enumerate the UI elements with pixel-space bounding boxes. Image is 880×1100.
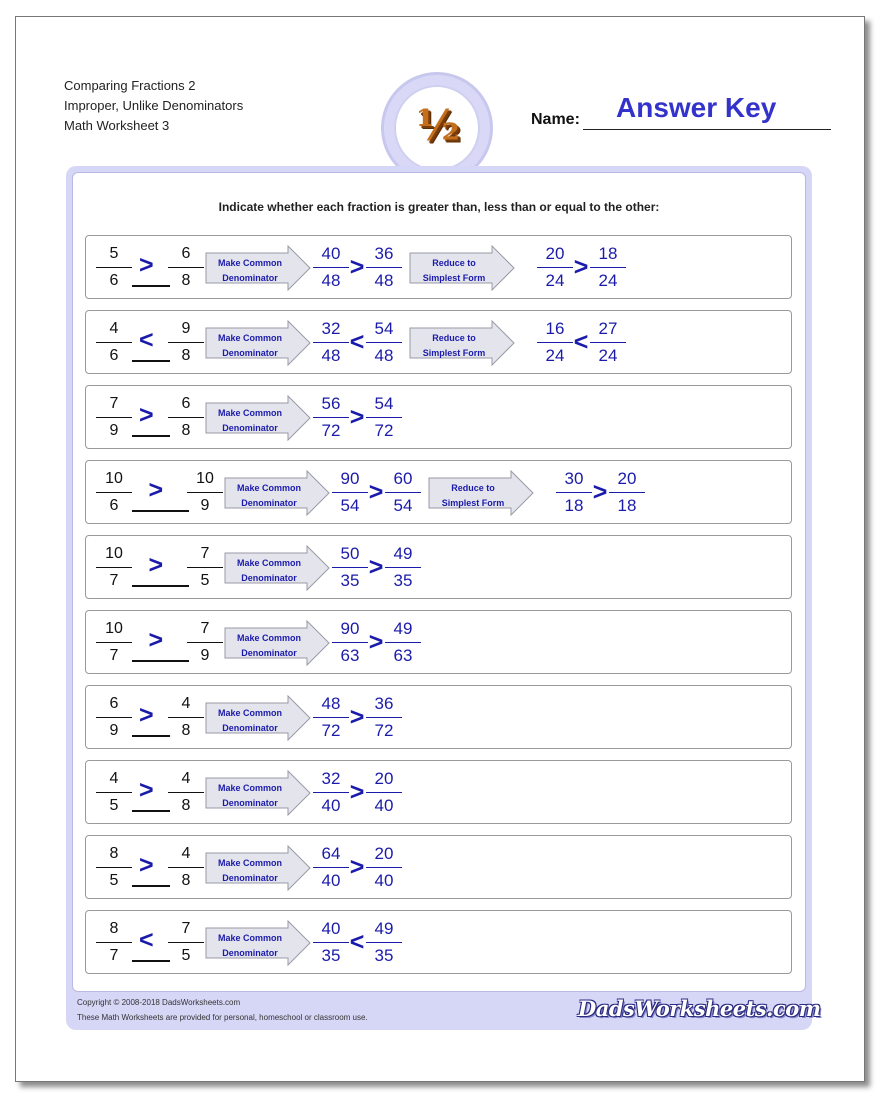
arrow-label-line: Denominator: [222, 423, 278, 433]
usage-note: These Math Worksheets are provided for personal, homeschool or classroom use.: [77, 1013, 368, 1022]
reduce-simplest-form-arrow: [408, 245, 516, 291]
common-fraction-left-numerator: 90: [332, 468, 368, 493]
make-common-denominator-arrow: [204, 695, 312, 741]
name-label: Name:: [531, 111, 580, 128]
fraction-left-denominator: 6: [109, 347, 119, 364]
reduced-fraction-left: [537, 243, 573, 292]
fraction-right-numerator: 9: [168, 318, 204, 343]
arrow-label-line: Make Common: [217, 408, 282, 418]
common-fraction-right-denominator: 54: [393, 496, 413, 515]
common-comparison: >: [349, 403, 365, 431]
common-comparison: >: [349, 853, 365, 881]
fraction-left: [96, 543, 132, 592]
common-fraction-right-numerator: 20: [366, 768, 402, 793]
fraction-right: [187, 618, 223, 667]
reduced-fraction-right-numerator: 27: [590, 318, 626, 343]
arrow-label-line: Make Common: [236, 483, 301, 493]
fraction-right-denominator: 8: [181, 722, 191, 739]
common-fraction-left: [313, 768, 349, 817]
common-fraction-left-denominator: 54: [340, 496, 360, 515]
arrow-label-line: Make Common: [217, 708, 282, 718]
arrow-label-line: Make Common: [236, 558, 301, 568]
fraction-right-denominator: 8: [181, 347, 191, 364]
fraction-left: [96, 768, 132, 817]
reduced-comparison: <: [573, 328, 589, 356]
fraction-left-numerator: 10: [96, 618, 132, 643]
make-common-denominator-arrow-label: [204, 706, 296, 736]
common-fraction-right: [385, 468, 421, 517]
common-fraction-right-denominator: 35: [374, 946, 394, 965]
fraction-right: [168, 318, 204, 367]
fraction-left-denominator: 6: [109, 497, 119, 514]
comparison-answer: >: [139, 401, 154, 429]
logo-text: ½: [416, 101, 458, 150]
fraction-left-numerator: 5: [96, 243, 132, 268]
reduced-fraction-left: [537, 318, 573, 367]
fraction-right-numerator: 7: [168, 918, 204, 943]
arrow-label-line: Denominator: [222, 348, 278, 358]
common-fraction-right-denominator: 48: [374, 346, 394, 365]
make-common-denominator-arrow-label: [204, 406, 296, 436]
make-common-denominator-arrow: [204, 770, 312, 816]
common-fraction-right-denominator: 72: [374, 721, 394, 740]
arrow-label-line: Make Common: [236, 633, 301, 643]
arrow-label-line: Simplest Form: [422, 273, 486, 283]
fraction-left: [96, 318, 132, 367]
common-fraction-right-numerator: 36: [366, 243, 402, 268]
answer-blank: [132, 660, 189, 662]
arrow-label-line: Make Common: [217, 933, 282, 943]
fraction-left: [96, 243, 132, 292]
fraction-left-numerator: 4: [96, 318, 132, 343]
make-common-denominator-arrow: [223, 470, 331, 516]
fraction-right-denominator: 9: [200, 497, 210, 514]
fraction-left-denominator: 7: [109, 947, 119, 964]
common-fraction-left-numerator: 64: [313, 843, 349, 868]
answer-blank: [132, 960, 170, 962]
fraction-right: [168, 693, 204, 742]
common-fraction-left-numerator: 32: [313, 768, 349, 793]
reduce-simplest-form-arrow-label: [408, 331, 500, 361]
fraction-left-numerator: 4: [96, 768, 132, 793]
common-fraction-right-denominator: 48: [374, 271, 394, 290]
fraction-left: [96, 393, 132, 442]
answer-blank: [132, 735, 170, 737]
fraction-right-numerator: 7: [187, 618, 223, 643]
arrow-label-line: Reduce to: [451, 483, 495, 493]
answer-blank: [132, 510, 189, 512]
reduced-fraction-right-numerator: 20: [609, 468, 645, 493]
common-fraction-left-denominator: 35: [340, 571, 360, 590]
common-fraction-left: [313, 243, 349, 292]
common-fraction-right-denominator: 40: [374, 871, 394, 890]
problem-row: [85, 685, 792, 749]
common-fraction-left: [313, 393, 349, 442]
fraction-left-denominator: 9: [109, 722, 119, 739]
comparison-answer: >: [139, 851, 154, 879]
make-common-denominator-arrow: [223, 545, 331, 591]
comparison-answer: >: [139, 776, 154, 804]
arrow-label-line: Denominator: [241, 498, 297, 508]
problem-row: [85, 235, 792, 299]
common-fraction-right: [366, 768, 402, 817]
fraction-right-denominator: 8: [181, 872, 191, 889]
arrow-label-line: Reduce to: [432, 333, 476, 343]
common-fraction-right: [366, 243, 402, 292]
common-fraction-left-numerator: 40: [313, 243, 349, 268]
problem-row: [85, 460, 792, 524]
arrow-label-line: Denominator: [222, 273, 278, 283]
fraction-right-numerator: 4: [168, 693, 204, 718]
worksheet-title: Comparing Fractions 2: [64, 78, 196, 93]
arrow-label-line: Denominator: [222, 798, 278, 808]
common-fraction-right: [366, 693, 402, 742]
fraction-left-numerator: 8: [96, 918, 132, 943]
reduced-comparison: >: [573, 253, 589, 281]
comparison-answer: >: [139, 701, 154, 729]
reduced-fraction-right-denominator: 24: [598, 346, 618, 365]
common-fraction-right: [366, 843, 402, 892]
reduce-simplest-form-arrow: [427, 470, 535, 516]
worksheet-page: [15, 16, 865, 1082]
common-fraction-left-numerator: 40: [313, 918, 349, 943]
make-common-denominator-arrow: [204, 845, 312, 891]
reduced-fraction-left-denominator: 24: [545, 271, 565, 290]
fraction-left-numerator: 6: [96, 693, 132, 718]
common-fraction-left-denominator: 48: [321, 271, 341, 290]
make-common-denominator-arrow-label: [223, 556, 315, 586]
common-fraction-right-numerator: 60: [385, 468, 421, 493]
fraction-left-denominator: 7: [109, 647, 119, 664]
reduced-comparison: >: [592, 478, 608, 506]
common-fraction-left-denominator: 72: [321, 721, 341, 740]
arrow-label-line: Denominator: [241, 573, 297, 583]
comparison-answer: >: [148, 626, 164, 654]
common-fraction-right-numerator: 49: [385, 543, 421, 568]
fraction-right-denominator: 8: [181, 422, 191, 439]
reduced-fraction-left-denominator: 18: [564, 496, 584, 515]
fraction-right-denominator: 8: [181, 797, 191, 814]
make-common-denominator-arrow: [204, 395, 312, 441]
comparison-answer: >: [148, 476, 164, 504]
instructions: Indicate whether each fraction is greater than, less than or equal to the other:: [218, 200, 660, 214]
make-common-denominator-arrow: [204, 920, 312, 966]
fraction-right: [187, 543, 223, 592]
common-fraction-right-denominator: 72: [374, 421, 394, 440]
common-fraction-left-numerator: 50: [332, 543, 368, 568]
problem-row: [85, 760, 792, 824]
fraction-right: [168, 768, 204, 817]
arrow-label-line: Make Common: [217, 783, 282, 793]
reduced-fraction-right: [590, 243, 626, 292]
brand-logo: DadsWorksheets.com: [578, 996, 821, 1021]
problem-row: [85, 310, 792, 374]
fraction-right-numerator: 10: [187, 468, 223, 493]
arrow-label-line: Make Common: [217, 258, 282, 268]
arrow-label-line: Simplest Form: [441, 498, 505, 508]
problem-panel: [66, 166, 821, 1030]
reduced-fraction-right: [609, 468, 645, 517]
common-fraction-left: [332, 618, 368, 667]
common-fraction-left-denominator: 63: [340, 646, 360, 665]
fraction-left-denominator: 5: [109, 872, 119, 889]
reduce-simplest-form-arrow-label: [408, 256, 500, 286]
common-fraction-left: [313, 693, 349, 742]
fraction-left-denominator: 6: [109, 272, 119, 289]
answer-blank: [132, 435, 170, 437]
make-common-denominator-arrow-label: [204, 256, 296, 286]
common-fraction-left-denominator: 48: [321, 346, 341, 365]
common-fraction-right-numerator: 54: [366, 393, 402, 418]
fraction-right-numerator: 4: [168, 843, 204, 868]
arrow-label-line: Denominator: [222, 873, 278, 883]
make-common-denominator-arrow: [223, 620, 331, 666]
answer-blank: [132, 285, 170, 287]
common-fraction-right: [366, 393, 402, 442]
fraction-left: [96, 843, 132, 892]
common-fraction-right-numerator: 54: [366, 318, 402, 343]
make-common-denominator-arrow-label: [223, 631, 315, 661]
common-fraction-left-denominator: 40: [321, 871, 341, 890]
fraction-right: [168, 918, 204, 967]
fraction-right: [187, 468, 223, 517]
common-fraction-left-numerator: 56: [313, 393, 349, 418]
problem-row: [85, 910, 792, 974]
common-fraction-right-numerator: 20: [366, 843, 402, 868]
common-comparison: >: [368, 553, 384, 581]
make-common-denominator-arrow: [204, 245, 312, 291]
reduced-fraction-left-numerator: 16: [537, 318, 573, 343]
reduce-simplest-form-arrow-label: [427, 481, 519, 511]
arrow-label-line: Make Common: [217, 858, 282, 868]
common-fraction-right: [366, 918, 402, 967]
answer-blank: [132, 810, 170, 812]
common-fraction-left-numerator: 32: [313, 318, 349, 343]
reduce-simplest-form-arrow: [408, 320, 516, 366]
arrow-label-line: Reduce to: [432, 258, 476, 268]
common-comparison: <: [349, 328, 365, 356]
worksheet-number: Math Worksheet 3: [64, 118, 170, 133]
answer-blank: [132, 585, 189, 587]
fraction-left-numerator: 7: [96, 393, 132, 418]
common-fraction-right: [385, 618, 421, 667]
fraction-left-numerator: 8: [96, 843, 132, 868]
answer-blank: [132, 885, 170, 887]
arrow-label-line: Denominator: [222, 948, 278, 958]
common-fraction-left: [332, 468, 368, 517]
answer-key-label: Answer Key: [616, 92, 777, 123]
problem-row: [85, 385, 792, 449]
fraction-left: [96, 468, 132, 517]
common-fraction-right-numerator: 49: [366, 918, 402, 943]
fraction-right-numerator: 6: [168, 243, 204, 268]
common-fraction-right: [385, 543, 421, 592]
fraction-left-numerator: 10: [96, 468, 132, 493]
answer-blank: [132, 360, 170, 362]
fraction-left: [96, 918, 132, 967]
arrow-label-line: Denominator: [241, 648, 297, 658]
fraction-left: [96, 618, 132, 667]
common-fraction-right-denominator: 40: [374, 796, 394, 815]
reduced-fraction-left-numerator: 30: [556, 468, 592, 493]
common-fraction-left-numerator: 48: [313, 693, 349, 718]
common-fraction-right-numerator: 49: [385, 618, 421, 643]
name-line: [583, 129, 831, 130]
arrow-label-line: Denominator: [222, 723, 278, 733]
make-common-denominator-arrow-label: [204, 781, 296, 811]
make-common-denominator-arrow: [204, 320, 312, 366]
common-fraction-left-numerator: 90: [332, 618, 368, 643]
fraction-left-numerator: 10: [96, 543, 132, 568]
fraction-right-numerator: 6: [168, 393, 204, 418]
fraction-right: [168, 393, 204, 442]
common-comparison: >: [349, 778, 365, 806]
common-fraction-left-denominator: 72: [321, 421, 341, 440]
problem-panel-inner: [72, 172, 806, 992]
reduced-fraction-left-denominator: 24: [545, 346, 565, 365]
fraction-right-denominator: 9: [200, 647, 210, 664]
comparison-answer: <: [139, 326, 154, 354]
make-common-denominator-arrow-label: [204, 931, 296, 961]
reduced-fraction-right-numerator: 18: [590, 243, 626, 268]
reduced-fraction-left-numerator: 20: [537, 243, 573, 268]
copyright-text: Copyright © 2008-2018 DadsWorksheets.com: [77, 998, 241, 1007]
common-comparison: >: [368, 478, 384, 506]
common-comparison: <: [349, 928, 365, 956]
arrow-label-line: Make Common: [217, 333, 282, 343]
fraction-left-denominator: 7: [109, 572, 119, 589]
make-common-denominator-arrow-label: [204, 856, 296, 886]
fraction-right-denominator: 5: [200, 572, 210, 589]
reduced-fraction-right-denominator: 24: [598, 271, 618, 290]
fraction-right: [168, 243, 204, 292]
common-fraction-right-denominator: 63: [393, 646, 413, 665]
common-fraction-left: [313, 318, 349, 367]
fraction-left-denominator: 9: [109, 422, 119, 439]
comparison-answer: <: [139, 926, 154, 954]
fraction-right-numerator: 7: [187, 543, 223, 568]
fraction-right: [168, 843, 204, 892]
common-fraction-left-denominator: 40: [321, 796, 341, 815]
problem-row: [85, 610, 792, 674]
common-comparison: >: [349, 253, 365, 281]
make-common-denominator-arrow-label: [223, 481, 315, 511]
reduced-fraction-right-denominator: 18: [617, 496, 637, 515]
fraction-right-denominator: 5: [181, 947, 191, 964]
comparison-answer: >: [139, 251, 154, 279]
common-fraction-right: [366, 318, 402, 367]
make-common-denominator-arrow-label: [204, 331, 296, 361]
problem-row: [85, 535, 792, 599]
common-fraction-left: [313, 843, 349, 892]
reduced-fraction-right: [590, 318, 626, 367]
common-comparison: >: [368, 628, 384, 656]
common-fraction-left: [332, 543, 368, 592]
common-fraction-right-denominator: 35: [393, 571, 413, 590]
fraction-right-numerator: 4: [168, 768, 204, 793]
fraction-left-denominator: 5: [109, 797, 119, 814]
fraction-left: [96, 693, 132, 742]
comparison-answer: >: [148, 551, 164, 579]
reduced-fraction-left: [556, 468, 592, 517]
worksheet-subtitle: Improper, Unlike Denominators: [64, 98, 244, 113]
common-comparison: >: [349, 703, 365, 731]
common-fraction-left: [313, 918, 349, 967]
common-fraction-left-denominator: 35: [321, 946, 341, 965]
common-fraction-right-numerator: 36: [366, 693, 402, 718]
fraction-right-denominator: 8: [181, 272, 191, 289]
arrow-label-line: Simplest Form: [422, 348, 486, 358]
problem-row: [85, 835, 792, 899]
